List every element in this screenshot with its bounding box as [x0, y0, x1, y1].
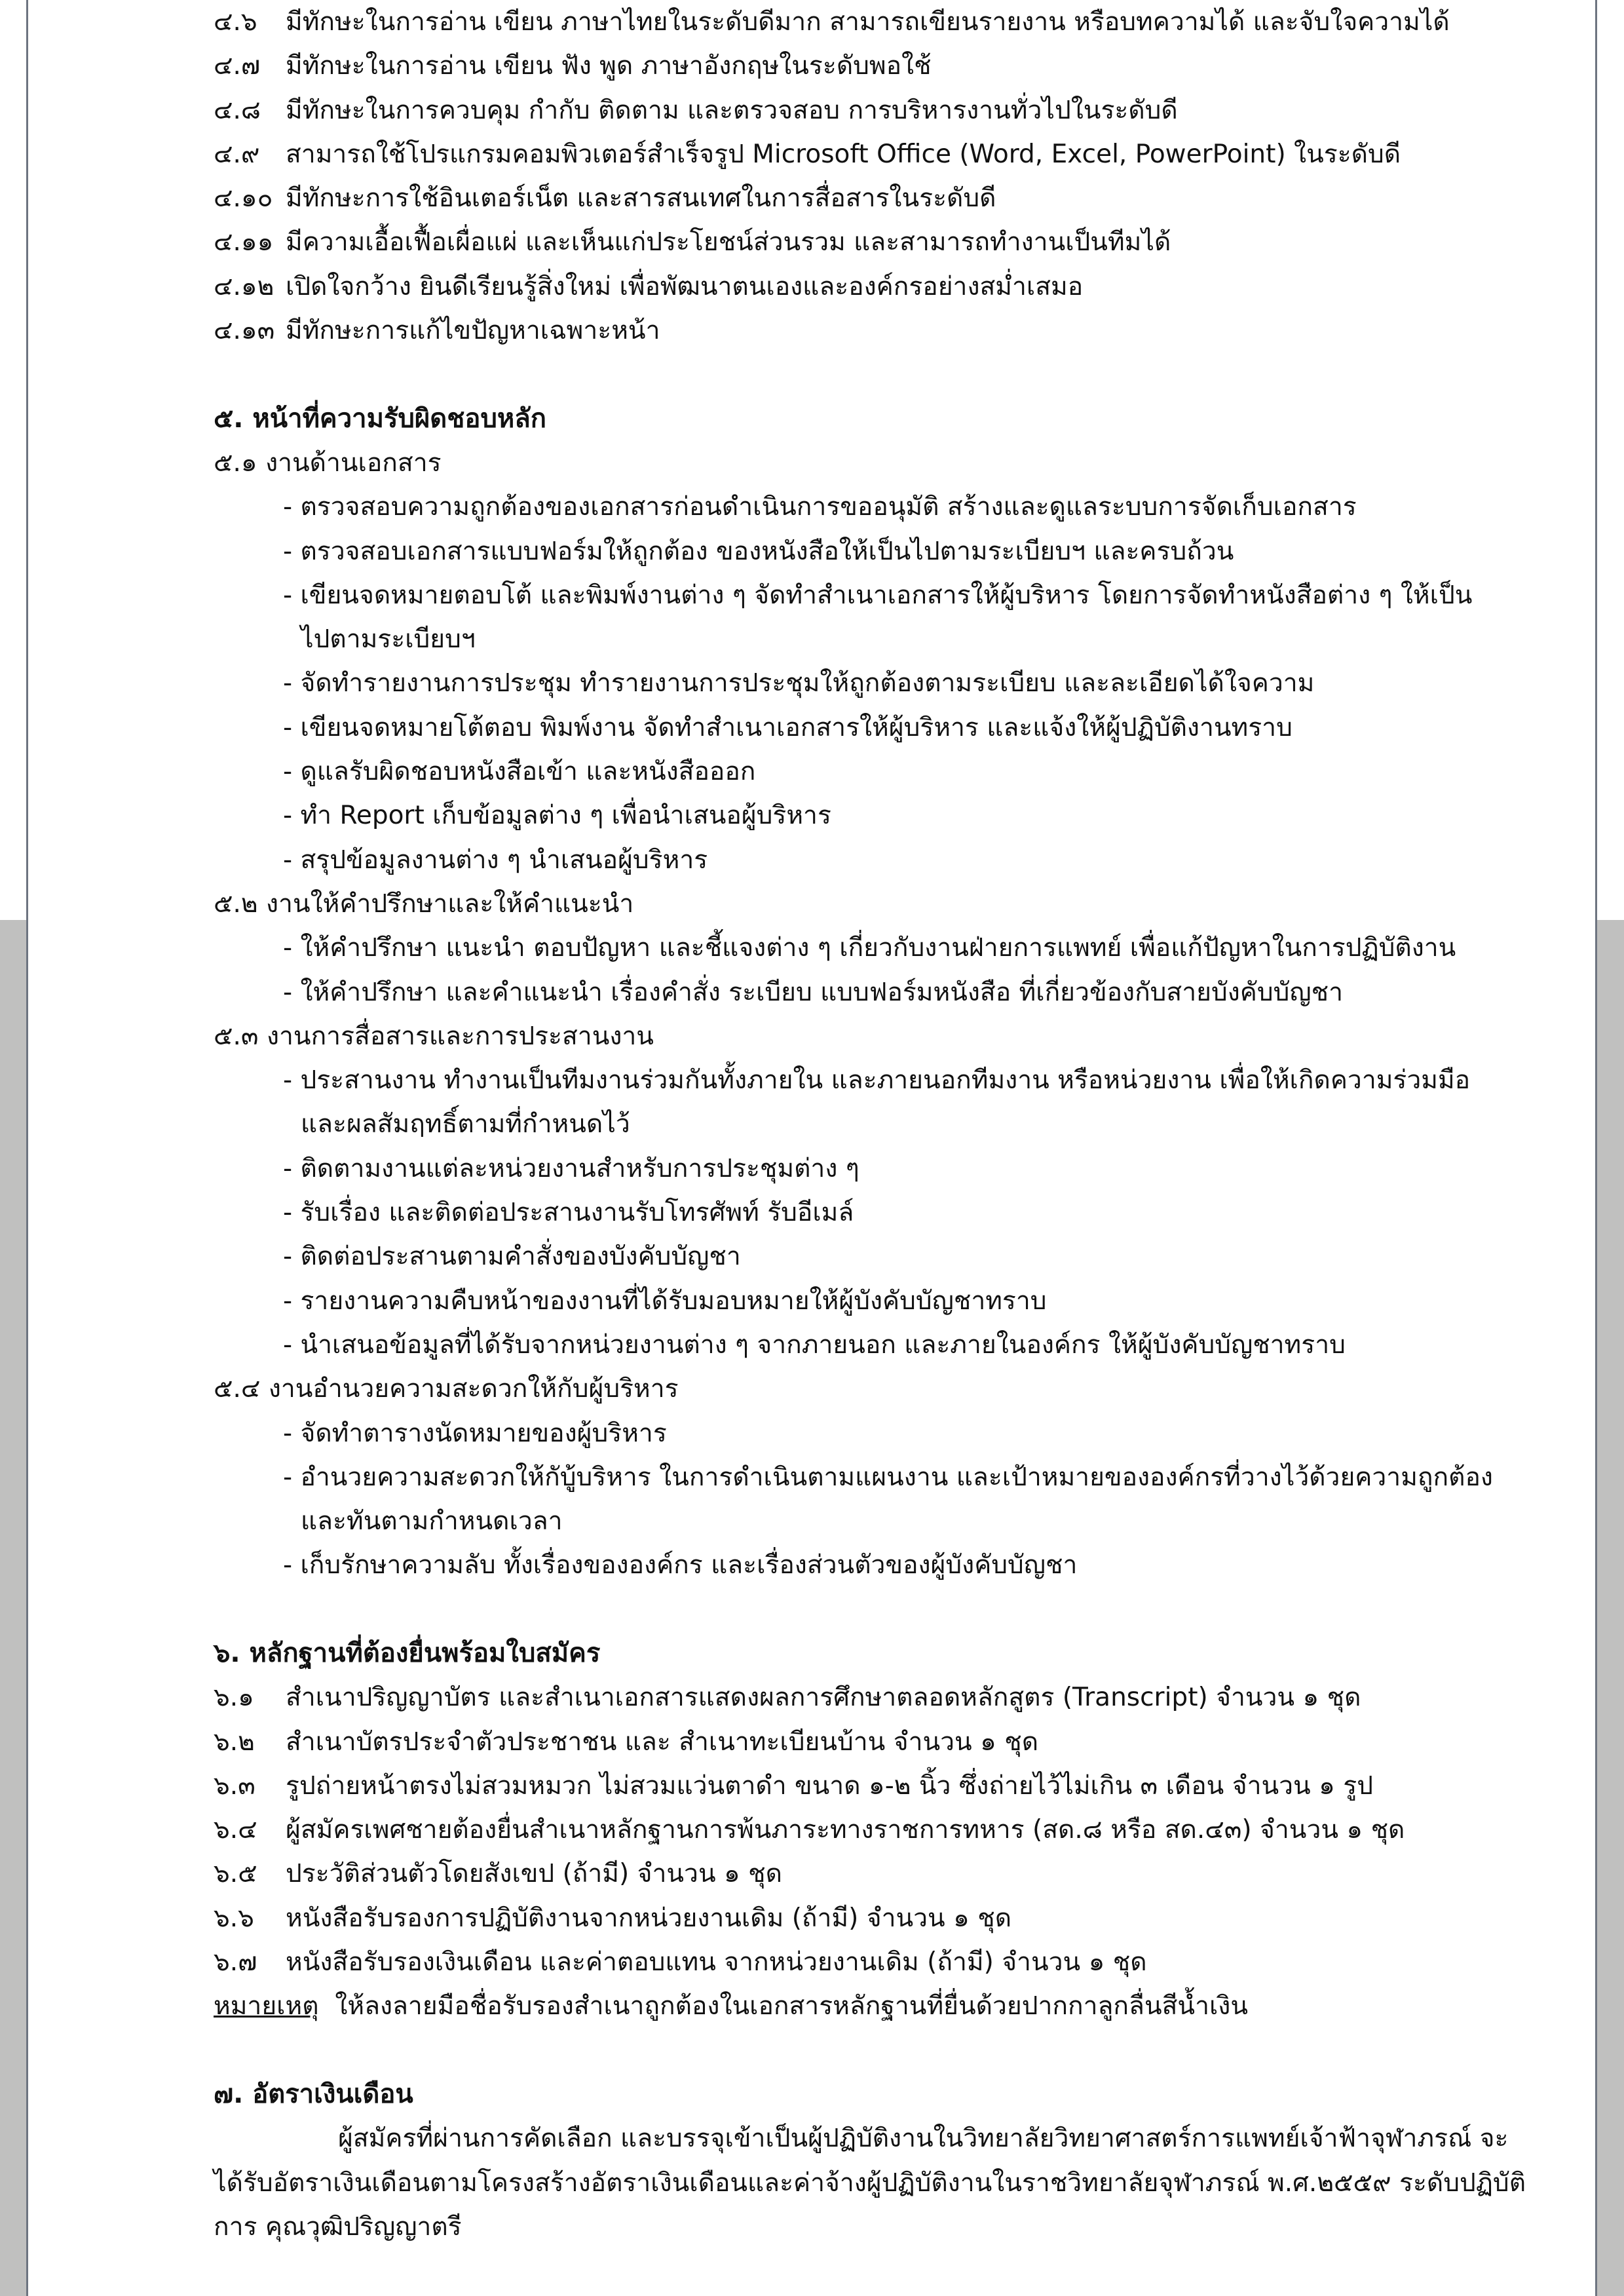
list-item: ๖.๔ ผู้สมัครเพศชายต้องยื่นสำเนาหลักฐานการพ้นภาระทางราชการทหาร (สด.๘ หรือ สด.๔๓) จำนวน ๑ ชุด: [214, 1815, 1405, 1845]
list-item: ๔.๘ มีทักษะในการควบคุม กำกับ ติดตาม และตรวจสอบ การบริหารงานทั่วไปในระดับดี: [214, 95, 1178, 125]
list-item: ๔.๖ มีทักษะในการอ่าน เขียน ภาษาไทยในระดับดีมาก สามารถเขียนรายงาน หรือบทความได้ และจับใจความได้: [214, 7, 1450, 37]
subsection-title: ๕.๔ งานอำนวยความสะดวกให้กับผู้บริหาร: [214, 1374, 679, 1404]
paragraph-line: ผู้สมัครที่ผ่านการคัดเลือก และบรรจุเข้าเป็นผู้ปฏิบัติงานในวิทยาลัยวิทยาศาสตร์การแพทย์เจ้าฟ้าจุฬาภรณ์ จะ: [338, 2124, 1509, 2154]
list-item: - ให้คำปรึกษา แนะนำ ตอบปัญหา และชี้แจงต่าง ๆ เกี่ยวกับงานฝ่ายการแพทย์ เพื่อแก้ปัญหาในการปฏิบัติงาน: [283, 933, 1456, 963]
list-item: - รายงานความคืบหน้าของงานที่ได้รับมอบหมายให้ผู้บังคับบัญชาทราบ: [283, 1286, 1047, 1316]
paragraph-line: ได้รับอัตราเงินเดือนตามโครงสร้างอัตราเงินเดือนและค่าจ้างผู้ปฏิบัติงานในราชวิทยาลัยจุฬาภรณ์ พ.ศ.๒๕๕๙ ระดับปฏิบัติ: [214, 2168, 1526, 2198]
list-item: - ทำ Report เก็บข้อมูลต่าง ๆ เพื่อนำเสนอผู้บริหาร: [283, 801, 831, 831]
list-item: - ดูแลรับผิดชอบหนังสือเข้า และหนังสือออก: [283, 757, 756, 787]
list-item: ๔.๑๑ มีความเอื้อเฟื้อเผื่อแผ่ และเห็นแก่ประโยชน์ส่วนรวม และสามารถทำงานเป็นทีมได้: [214, 227, 1171, 258]
list-item: - ประสานงาน ทำงานเป็นทีมงานร่วมกันทั้งภายใน และภายนอกทีมงาน หรือหน่วยงาน เพื่อให้เกิดความร่วมมือ: [283, 1065, 1471, 1096]
list-item: ๔.๗ มีทักษะในการอ่าน เขียน ฟัง พูด ภาษาอังกฤษในระดับพอใช้: [214, 51, 932, 81]
list-item: - เก็บรักษาความลับ ทั้งเรื่องขององค์กร และเรื่องส่วนตัวของผู้บังคับบัญชา: [283, 1550, 1078, 1580]
document-content: [214, 0, 1526, 2249]
list-item: - ตรวจสอบเอกสารแบบฟอร์มให้ถูกต้อง ของหนังสือให้เป็นไปตามระเบียบฯ และครบถ้วน: [283, 536, 1234, 566]
list-item: - ติดต่อประสานตามคำสั่งของบังคับบัญชา: [283, 1242, 741, 1272]
list-item: - จัดทำตารางนัดหมายของผู้บริหาร: [283, 1418, 667, 1448]
list-item-continuation: และทันตามกำหนดเวลา: [301, 1506, 563, 1537]
list-item: ๔.๑๒ เปิดใจกว้าง ยินดีเรียนรู้สิ่งใหม่ เพื่อพัฒนาตนเองและองค์กรอย่างสม่ำเสมอ: [214, 271, 1084, 301]
spacer: [214, 353, 1511, 396]
section-heading: ๖. หลักฐานที่ต้องยื่นพร้อมใบสมัคร: [214, 1637, 601, 1668]
document-page: [26, 0, 1597, 2296]
list-item: ๔.๑๐ มีทักษะการใช้อินเตอร์เน็ต และสารสนเทศในการสื่อสารในระดับดี: [214, 183, 996, 214]
list-item: ๖.๒ สำเนาบัตรประจำตัวประชาชน และ สำเนาทะเบียนบ้าน จำนวน ๑ ชุด: [214, 1727, 1039, 1757]
list-item-continuation: ไปตามระเบียบฯ: [301, 624, 476, 655]
note-label: หมายเหตุ: [214, 1991, 319, 2021]
list-item: ๔.๙ สามารถใช้โปรแกรมคอมพิวเตอร์สำเร็จรูป Microsoft Office (Word, Excel, PowerPoint) ในระดับดี: [214, 139, 1401, 169]
list-item: - รับเรื่อง และติดต่อประสานงานรับโทรศัพท์ รับอีเมล์: [283, 1198, 854, 1228]
list-item: ๔.๑๓ มีทักษะการแก้ไขปัญหาเฉพาะหน้า: [214, 316, 660, 346]
section-heading: ๕. หน้าที่ความรับผิดชอบหลัก: [214, 403, 546, 434]
list-item: - เขียนจดหมายโต้ตอบ พิมพ์งาน จัดทำสำเนาเอกสารให้ผู้บริหาร และแจ้งให้ผู้ปฏิบัติงานทราบ: [283, 712, 1293, 742]
subsection-title: ๕.๒ งานให้คำปรึกษาและให้คำแนะนำ: [214, 889, 634, 919]
section-heading: ๗. อัตราเงินเดือน: [214, 2078, 413, 2109]
list-item: ๖.๑ สำเนาปริญญาบัตร และสำเนาเอกสารแสดงผลการศึกษาตลอดหลักสูตร (Transcript) จำนวน ๑ ชุด: [214, 1683, 1361, 1713]
list-item: ๖.๖ หนังสือรับรองการปฏิบัติงานจากหน่วยงานเดิม (ถ้ามี) จำนวน ๑ ชุด: [214, 1903, 1012, 1933]
list-item: ๖.๓ รูปถ่ายหน้าตรงไม่สวมหมวก ไม่สวมแว่นตาดำ ขนาด ๑-๒ นิ้ว ซึ่งถ่ายไว้ไม่เกิน ๓ เดือน จำนวน ๑ รูป: [214, 1770, 1373, 1801]
list-item: - นำเสนอข้อมูลที่ได้รับจากหน่วยงานต่าง ๆ จากภายนอก และภายในองค์กร ให้ผู้บังคับบัญชาทราบ: [283, 1330, 1346, 1360]
spacer: [214, 1588, 1511, 1632]
list-item: - อำนวยความสะดวกให้กับู้บริหาร ในการดำเนินตามแผนงาน และเป้าหมายขององค์กรที่วางไว้ด้วยความถูกต้อง: [283, 1462, 1493, 1492]
list-item: - ตรวจสอบความถูกต้องของเอกสารก่อนดำเนินการขออนุมัติ สร้างและดูแลระบบการจัดเก็บเอกสาร: [283, 492, 1357, 522]
subsection-title: ๕.๓ งานการสื่อสารและการประสานงาน: [214, 1021, 654, 1051]
list-item: - เขียนจดหมายตอบโต้ และพิมพ์งานต่าง ๆ จัดทำสำเนาเอกสารให้ผู้บริหาร โดยการจัดทำหนังสือต่าง ๆ ให้เป็น: [283, 580, 1473, 610]
spacer: [214, 2029, 1511, 2073]
note: [214, 1984, 1511, 2028]
list-item: ๖.๗ หนังสือรับรองเงินเดือน และค่าตอบแทน จากหน่วยงานเดิม (ถ้ามี) จำนวน ๑ ชุด: [214, 1947, 1147, 1978]
note-text: ให้ลงลายมือชื่อรับรองสำเนาถูกต้องในเอกสารหลักฐานที่ยื่นด้วยปากกาลูกลื่นสีน้ำเงิน: [335, 1991, 1249, 2021]
subsection-title: ๕.๑ งานด้านเอกสาร: [214, 448, 442, 478]
list-item: - จัดทำรายงานการประชุม ทำรายงานการประชุมให้ถูกต้องตามระเบียบ และละเอียดได้ใจความ: [283, 668, 1315, 698]
list-item: ๖.๕ ประวัติส่วนตัวโดยสังเขป (ถ้ามี) จำนวน ๑ ชุด: [214, 1859, 782, 1889]
list-item: - ติดตามงานแต่ละหน่วยงานสำหรับการประชุมต่าง ๆ: [283, 1153, 859, 1183]
list-item-continuation: และผลสัมฤทธิ์ตามที่กำหนดไว้: [301, 1109, 630, 1139]
list-item: - สรุปข้อมูลงานต่าง ๆ นำเสนอผู้บริหาร: [283, 845, 708, 875]
list-item: - ให้คำปรึกษา และคำแนะนำ เรื่องคำสั่ง ระเบียบ แบบฟอร์มหนังสือ ที่เกี่ยวข้องกับสายบังคับบัญชา: [283, 977, 1343, 1007]
paragraph-line: การ คุณวุฒิปริญญาตรี: [214, 2211, 462, 2242]
